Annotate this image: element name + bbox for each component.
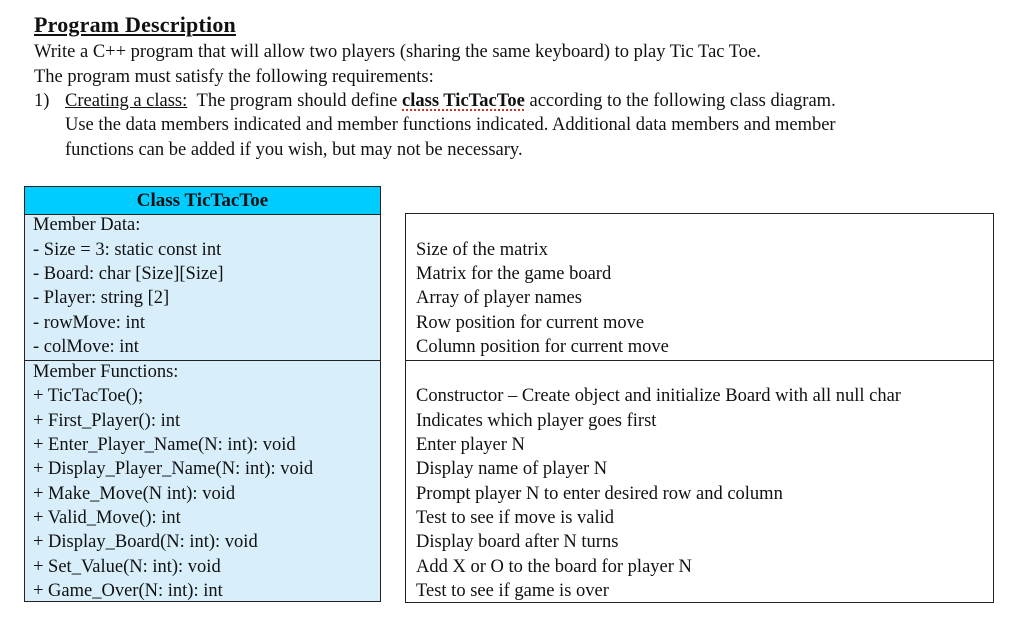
- intro-line-4: Use the data members indicated and member functions indicated. Additional data members and member: [65, 115, 836, 135]
- desc-valid-move: Test to see if move is valid: [416, 508, 615, 528]
- desc-player: Array of player names: [416, 288, 582, 308]
- desc-size: Size of the matrix: [416, 240, 549, 260]
- requirement-1-line: [34, 91, 836, 112]
- member-data-label: Member Data:: [33, 215, 141, 235]
- member-function-enter-player-name: + Enter_Player_Name(N: int): void: [33, 435, 296, 455]
- member-data-player: - Player: string [2]: [33, 288, 170, 308]
- member-function-first-player: + First_Player(): int: [33, 411, 181, 431]
- member-function-display-board: + Display_Board(N: int): void: [33, 532, 258, 552]
- class-diagram-box: [24, 186, 381, 602]
- member-data-size: - Size = 3: static const int: [33, 240, 222, 260]
- member-function-set-value: + Set_Value(N: int): void: [33, 557, 221, 577]
- desc-game-over: Test to see if game is over: [416, 581, 609, 601]
- member-function-display-player-name: + Display_Player_Name(N: int): void: [33, 459, 314, 479]
- requirement-number: 1): [34, 91, 50, 111]
- program-description-heading: Program Description: [34, 12, 236, 37]
- desc-display-player-name: Display name of player N: [416, 459, 608, 479]
- desc-rowmove: Row position for current move: [416, 313, 645, 333]
- requirement-title: Creating a class:: [65, 91, 188, 111]
- member-function-make-move: + Make_Move(N int): void: [33, 484, 236, 504]
- member-function-valid-move: + Valid_Move(): int: [33, 508, 181, 528]
- member-functions-label: Member Functions:: [33, 362, 179, 382]
- desc-make-move: Prompt player N to enter desired row and column: [416, 484, 783, 504]
- intro-line-2: The program must satisfy the following requirements:: [34, 67, 434, 87]
- member-data-board: - Board: char [Size][Size]: [33, 264, 224, 284]
- desc-board: Matrix for the game board: [416, 264, 612, 284]
- description-box: [405, 213, 994, 603]
- requirement-text-a: The program should define: [196, 91, 398, 111]
- description-box-divider: [406, 360, 993, 361]
- member-function-constructor: + TicTacToe();: [33, 386, 144, 406]
- desc-display-board: Display board after N turns: [416, 532, 619, 552]
- requirement-class-name: class TicTacToe: [402, 91, 525, 111]
- desc-constructor: Constructor – Create object and initialize Board with all null char: [416, 386, 901, 406]
- requirement-text-b: according to the following class diagram.: [529, 91, 836, 111]
- desc-colmove: Column position for current move: [416, 337, 669, 357]
- class-diagram-title: Class TicTacToe: [25, 187, 380, 215]
- desc-set-value: Add X or O to the board for player N: [416, 557, 692, 577]
- desc-first-player: Indicates which player goes first: [416, 411, 657, 431]
- intro-line-1: Write a C++ program that will allow two players (sharing the same keyboard) to play Tic Tac Toe.: [34, 42, 761, 62]
- member-function-game-over: + Game_Over(N: int): int: [33, 581, 223, 601]
- desc-enter-player-name: Enter player N: [416, 435, 525, 455]
- class-box-divider: [25, 360, 380, 361]
- member-data-rowmove: - rowMove: int: [33, 313, 146, 333]
- intro-line-5: functions can be added if you wish, but may not be necessary.: [65, 140, 523, 160]
- member-data-colmove: - colMove: int: [33, 337, 139, 357]
